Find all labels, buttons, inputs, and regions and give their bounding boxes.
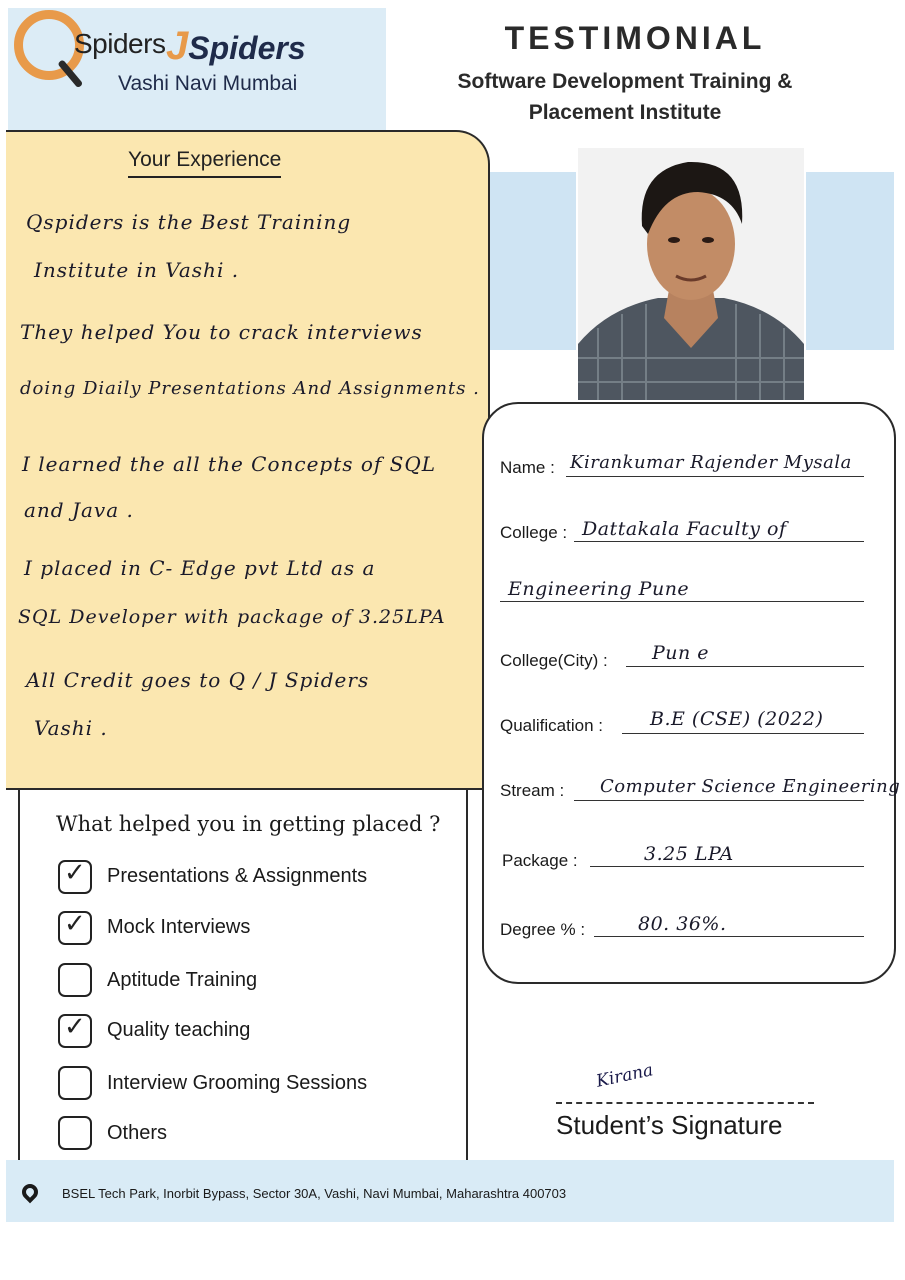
college-value: Dattakala Faculty of bbox=[582, 518, 787, 540]
checkbox-label: Presentations & Assignments bbox=[107, 865, 368, 887]
checkbox-others[interactable] bbox=[58, 1116, 92, 1150]
college-label: College : bbox=[500, 523, 568, 542]
experience-line: They helped You to crack interviews bbox=[20, 320, 423, 344]
checkbox-quality-teaching[interactable] bbox=[58, 1014, 92, 1048]
checkbox-mock-interviews[interactable] bbox=[58, 911, 92, 945]
footer-address: BSEL Tech Park, Inorbit Bypass, Sector 30A, Vashi, Navi Mumbai, Maharashtra 400703 bbox=[62, 1186, 567, 1201]
page-subtitle: Software Development Training & Placement Institute bbox=[457, 70, 793, 124]
checkbox-interview-grooming[interactable] bbox=[58, 1066, 92, 1100]
checkbox-label: Others bbox=[107, 1122, 168, 1144]
city-value: Pun e bbox=[652, 642, 710, 664]
degree-line bbox=[594, 936, 864, 937]
brand-jspiders bbox=[166, 24, 306, 69]
checkbox-aptitude[interactable] bbox=[58, 963, 92, 997]
photo-band-right bbox=[806, 172, 894, 350]
college-line bbox=[574, 541, 864, 542]
checkbox-label: Quality teaching bbox=[107, 1019, 251, 1041]
qualification-value: B.E (CSE) (2022) bbox=[650, 708, 824, 730]
checkbox-label: Mock Interviews bbox=[107, 916, 251, 938]
city-label: College(City) : bbox=[500, 651, 608, 670]
name-label: Name : bbox=[500, 458, 555, 477]
experience-line: and Java . bbox=[24, 498, 134, 522]
package-label: Package : bbox=[502, 851, 578, 870]
checkmark-icon: ✓ bbox=[64, 858, 86, 888]
experience-line: All Credit goes to Q / J Spiders bbox=[26, 668, 370, 692]
signature-caption: Student’s Signature bbox=[556, 1110, 783, 1140]
experience-heading: Your Experience bbox=[128, 148, 281, 178]
qualification-line bbox=[622, 733, 864, 734]
checkmark-icon: ✓ bbox=[64, 1012, 86, 1042]
brand-location: Vashi Navi Mumbai bbox=[118, 72, 298, 95]
name-value: Kirankumar Rajender Mysala bbox=[570, 452, 852, 473]
qualification-label: Qualification : bbox=[500, 716, 603, 735]
brand-qspiders: Spiders bbox=[74, 28, 166, 59]
stream-line bbox=[574, 800, 864, 801]
student-photo bbox=[578, 148, 804, 400]
student-details-card bbox=[482, 402, 896, 984]
stream-label: Stream : bbox=[500, 781, 565, 800]
photo-band-left bbox=[490, 172, 576, 350]
stream-value: Computer Science Engineering bbox=[600, 776, 901, 797]
experience-line: Vashi . bbox=[34, 716, 108, 740]
checkbox-presentations[interactable] bbox=[58, 860, 92, 894]
experience-line: I learned the all the Concepts of SQL bbox=[22, 452, 437, 476]
brand-j-text: Spiders bbox=[188, 30, 306, 66]
name-line bbox=[566, 476, 864, 477]
experience-line: doing Diaily Presentations And Assignments . bbox=[20, 378, 480, 399]
degree-value: 80. 36%. bbox=[638, 913, 727, 935]
package-value: 3.25 LPA bbox=[644, 843, 734, 865]
experience-line: SQL Developer with package of 3.25LPA bbox=[18, 606, 446, 628]
checklist-question: What helped you in getting placed ? bbox=[56, 812, 441, 836]
brand-j-letter: J bbox=[166, 24, 189, 68]
package-line bbox=[590, 866, 864, 867]
experience-line: I placed in C- Edge pvt Ltd as a bbox=[24, 556, 376, 580]
page-title: TESTIMONIAL bbox=[504, 20, 766, 56]
college-value-2: Engineering Pune bbox=[508, 578, 690, 600]
degree-label: Degree % : bbox=[500, 920, 586, 939]
city-line bbox=[626, 666, 864, 667]
college-line-2 bbox=[500, 601, 864, 602]
signature-line bbox=[556, 1102, 814, 1104]
checkmark-icon: ✓ bbox=[64, 909, 86, 939]
experience-line: Qspiders is the Best Training bbox=[26, 210, 352, 234]
student-signature-scribble: Kirana bbox=[594, 1060, 655, 1092]
checkbox-label: Aptitude Training bbox=[107, 969, 258, 991]
student-photo-illustration bbox=[578, 148, 804, 400]
checkbox-label: Interview Grooming Sessions bbox=[107, 1072, 368, 1094]
experience-line: Institute in Vashi . bbox=[34, 258, 240, 282]
